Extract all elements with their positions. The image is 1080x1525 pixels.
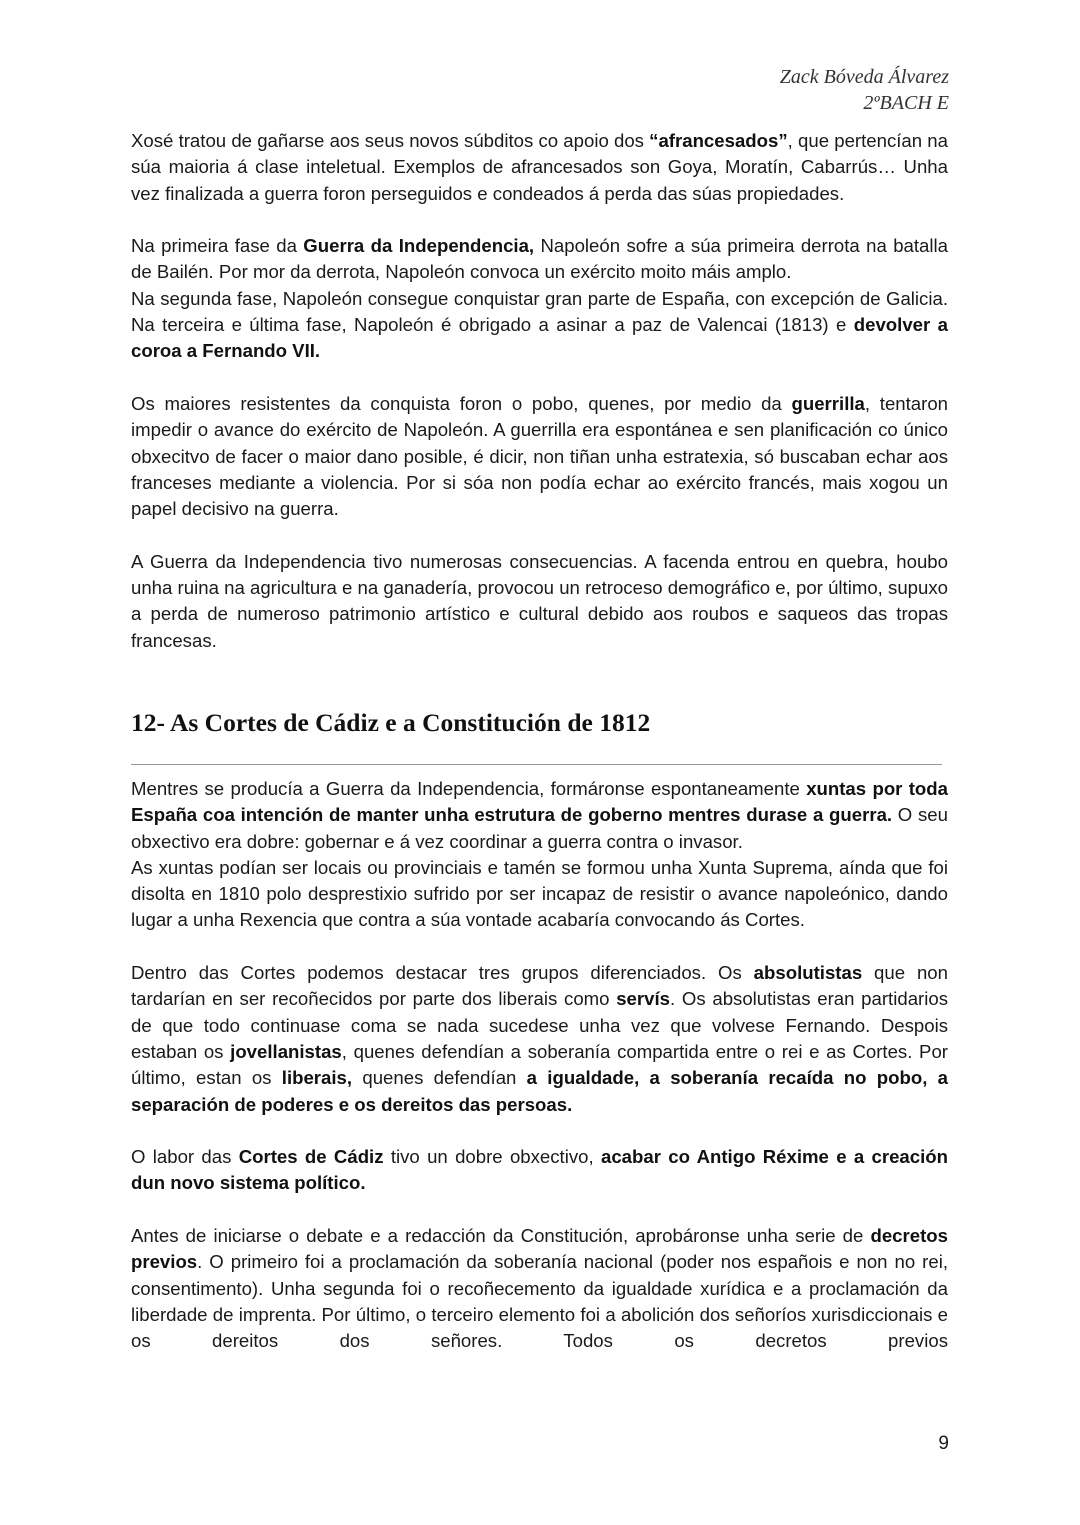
paragraph: Xosé tratou de gañarse aos seus novos súbditos co apoio dos “afrancesados”, que pertencían na súa maioria á clase inteletual. Exemplos de afrancesados son Goya, Moratín, Cabarrús… Unha vez finalizada a guerra foron perseguidos e condeados á perda das súas propiedades. bbox=[131, 130, 948, 204]
paragraph: A Guerra da Independencia tivo numerosas consecuencias. A facenda entrou en quebra, houbo unha ruina na agricultura e na ganadería, provocou un retroceso demográfico e, por último, supuxo a perda de numeroso patrimonio artístico e cultural debido aos roubos e saqueos das tropas francesas. bbox=[131, 550, 948, 651]
section-body-1 bbox=[131, 128, 948, 654]
paragraph: As xuntas podían ser locais ou provinciais e tamén se formou unha Xunta Suprema, aínda que foi disolta en 1810 polo desprestixio sufrido por ser incapaz de resistir o avance napoleónico, dando lugar a unha Rexencia que contra a súa vontade acabaría convocando ás Cortes. bbox=[131, 856, 948, 931]
paragraph: O labor das Cortes de Cádiz tivo un dobre obxectivo, acabar co Antigo Réxime e a creación dun novo sistema político. bbox=[131, 1146, 948, 1194]
paragraph: Os maiores resistentes da conquista foron o pobo, quenes, por medio da guerrilla, tentaron impedir o avance do exército de Napoleón. A guerrilla era espontánea e sen planificación co único obxecitvo de facer o maior dano posible, é dicir, non tiñan unha estratexia, só buscaban echar aos franceses mediante a violencia. Por si sóa non podía echar ao exército francés, mais xogou un papel decisivo na guerra. bbox=[131, 392, 949, 520]
paragraph: Dentro das Cortes podemos destacar tres grupos diferenciados. Os absolutistas que non tardarían en ser recoñecidos por parte dos liberais como servís. Os absolutistas eran partidarios de que todo continuase coma se nada sucedese unha vez que volvese Fernando. Despois estaban os jovellanistas, quenes defendían a soberanía compartida entre o rei e as Cortes. Por último, estan os liberais, quenes defendían a igualdade, a soberanía recaída no pobo, a separación de poderes e os dereitos das persoas. bbox=[131, 962, 948, 1115]
paragraph: Na segunda fase, Napoleón consegue conquistar gran parte de España, con excepción de Galicia. Na terceira e última fase, Napoleón é obrigado a asinar a paz de Valencai (1813) e devolver a coroa a Fernando VII. bbox=[131, 287, 948, 362]
paragraph: Na primeira fase da Guerra da Independencia, Napoleón sofre a súa primeira derrota na batalla de Bailén. Por mor da derrota, Napoleón convoca un exército moito máis amplo. bbox=[131, 235, 948, 283]
heading-divider bbox=[131, 764, 942, 765]
section-body-2 bbox=[131, 776, 948, 1355]
page-header bbox=[780, 64, 949, 116]
class-label: 2ºBACH E bbox=[863, 92, 949, 114]
section-heading: 12- As Cortes de Cádiz e a Constitución de 1812 bbox=[131, 708, 651, 737]
page-number: 9 bbox=[938, 1433, 949, 1454]
paragraph: Mentres se producía a Guerra da Independencia, formáronse espontaneamente xuntas por toda España coa intención de manter unha estrutura de goberno mentres durase a guerra. O seu obxectivo era dobre: gobernar e á vez coordinar a guerra contra o invasor. bbox=[131, 778, 948, 852]
author-name: Zack Bóveda Álvarez bbox=[779, 66, 949, 88]
paragraph: Antes de iniciarse o debate e a redacción da Constitución, aprobáronse unha serie de decretos previos. O primeiro foi a proclamación da soberanía nacional (poder nos españois e non no rei, consentimento). Unha segunda foi o recoñecemento da igualdade xurídica e a proclamación da liberdade de imprenta. Por último, o terceiro elemento foi a abolición dos señoríos xurisdiccionais e os dereitos dos señores. Todos os decretos previos bbox=[131, 1225, 948, 1352]
